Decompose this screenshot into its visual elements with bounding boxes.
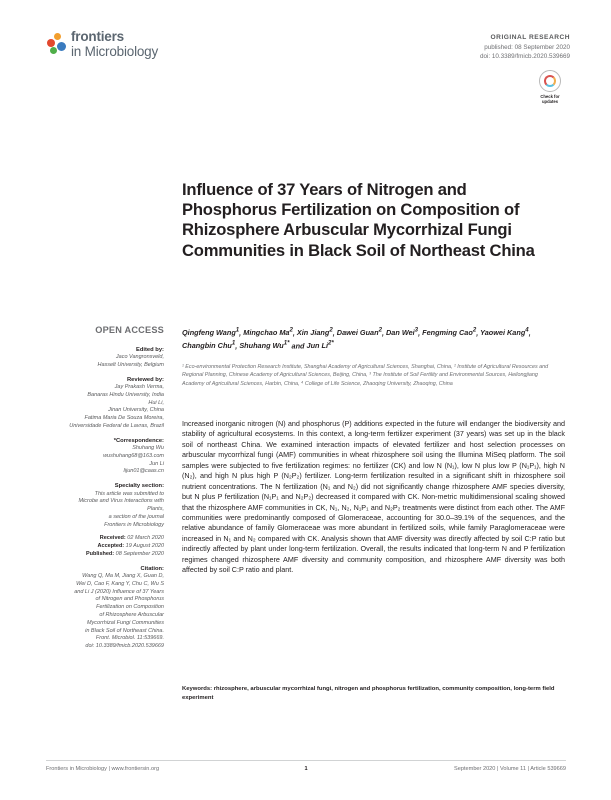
author[interactable]: Shuhang $Wu^{1*}$ bbox=[239, 339, 290, 350]
check-for-updates-badge[interactable] bbox=[535, 70, 565, 104]
article-type: ORIGINAL RESEARCH bbox=[490, 34, 570, 41]
specialty-line: This article was submitted to bbox=[94, 490, 164, 497]
published-date-sidebar: 08 September 2020 bbox=[115, 551, 164, 558]
journal-logo[interactable] bbox=[47, 30, 158, 58]
accepted-date: 19 August 2020 bbox=[125, 543, 164, 550]
article-title: Influence of 37 Years of Nitrogen and Phosphorus Fertilization on Composition of Rhizosphere Arbuscular Mycorrhizal Fungi Communities in Black Soil of Northeast China bbox=[182, 180, 535, 260]
specialty-line: Frontiers in Microbiology bbox=[104, 521, 164, 528]
author[interactable]: Dawei Guan$^2$ bbox=[336, 327, 382, 338]
accepted-label: Accepted: bbox=[97, 543, 125, 550]
sidebar bbox=[62, 324, 164, 651]
page-number: 1 bbox=[304, 766, 308, 772]
received-label: Received: bbox=[99, 535, 126, 542]
corresponding-email[interactable]: lijun01@caas.cn bbox=[123, 468, 164, 475]
check-updates-icon bbox=[539, 70, 561, 92]
published-label: Published: bbox=[86, 551, 115, 558]
article-dates bbox=[62, 535, 164, 558]
affiliations: ¹ Eco-environmental Protection Research Institute, Shanghai Academy of Agricultural Sciences, Shanghai, China, ² Institute of Agricultural Resources and Regional Planning, Chinese Academy of Agricultural Sciences, Beijing, China, ³ The Institute of Soil Fertility and Environmental Sources, Heilongjiang Academy of Agricultural Sciences, Harbin, China, ⁴ College of Life Science, Zhaoqing University, Zhaoqing, China bbox=[182, 364, 549, 387]
citation-line: Mycorrhizal Fungi Communities bbox=[86, 619, 164, 626]
received-date: 02 March 2020 bbox=[127, 535, 164, 542]
reviewer-line: Banaras Hindu University, India bbox=[87, 391, 164, 398]
logo-journal: in Microbiology bbox=[71, 43, 159, 59]
page-footer bbox=[46, 760, 566, 774]
published-date: published: 08 September 2020 bbox=[484, 43, 570, 51]
logo-brand: frontiers bbox=[71, 29, 124, 44]
author-list: Qingfeng Wang$^1$, Mingchao Ma$^2$, Xin Jiang$^2$, Dawei Guan$^2$, Dan Wei$^3$, Fengming Cao$^2$, Yaowei Kang$^4$, Changbin Chu$^1$, Shuhang $Wu^{1*}$ and Jun $Li^{2*}$ bbox=[182, 327, 531, 350]
author[interactable]: Changbin Chu$^1$ bbox=[182, 339, 236, 350]
accepted-row bbox=[62, 543, 164, 551]
reviewer-line: Fatima Maria De Souza Moreira, bbox=[84, 415, 164, 422]
published-row bbox=[62, 551, 164, 559]
author[interactable]: Dan Wei$^3$ bbox=[386, 327, 419, 338]
corresponding-email[interactable]: wushuhang68@163.com bbox=[103, 452, 164, 459]
editor-line: Hasselt University, Belgium bbox=[97, 362, 164, 369]
frontiers-logo-icon bbox=[47, 33, 67, 55]
correspondence-heading: *Correspondence: bbox=[113, 437, 164, 444]
citation-doi[interactable]: doi: 10.3389/fmicb.2020.539669 bbox=[85, 643, 164, 650]
corresponding-author: Shuhang Wu bbox=[132, 445, 164, 452]
corresponding-author: Jun Li bbox=[149, 460, 164, 467]
check-updates-label: Check for updates bbox=[540, 94, 560, 105]
reviewer-line: Hui Li, bbox=[148, 399, 164, 406]
specialty-heading: Specialty section: bbox=[114, 483, 164, 490]
author[interactable]: Mingchao Ma$^2$ bbox=[243, 327, 293, 338]
open-access-label: OPEN ACCESS bbox=[95, 325, 164, 335]
citation-line: of Rhizosphere Arbuscular bbox=[99, 612, 164, 619]
reviewed-by-heading: Reviewed by: bbox=[126, 376, 164, 383]
reviewer-line: Jinan University, China bbox=[108, 407, 164, 414]
keywords-list: rhizosphere, arbuscular mycorrhizal fungi, nitrogen and phosphorus fertilization, community composition, long-term field experiment bbox=[182, 686, 555, 701]
author[interactable]: Qingfeng Wang$^1$ bbox=[182, 327, 240, 338]
reviewer-line: Universidade Federal de Lavras, Brazil bbox=[69, 423, 164, 430]
keywords-label: Keywords: bbox=[182, 686, 213, 692]
edited-by-heading: Edited by: bbox=[135, 347, 164, 354]
article-meta bbox=[480, 33, 570, 61]
author[interactable]: Yaowei Kang$^4$ bbox=[480, 327, 529, 338]
author[interactable]: Fengming Cao$^2$ bbox=[422, 327, 477, 338]
citation-line: of Nitrogen and Phosphorus bbox=[95, 596, 164, 603]
specialty-line: Plants, bbox=[147, 506, 164, 513]
citation-line: Wei D, Cao F, Kang Y, Chu C, Wu S bbox=[76, 580, 164, 587]
footer-issue: September 2020 | Volume 11 | Article 539669 bbox=[454, 766, 566, 772]
reviewer-line: Jay Prakash Verma, bbox=[114, 384, 164, 391]
author[interactable]: Xin Jiang$^2$ bbox=[296, 327, 333, 338]
citation-line: and Li J (2020) Influence of 37 Years bbox=[74, 588, 164, 595]
author[interactable]: Jun $Li^{2*}$ bbox=[306, 339, 334, 350]
citation-line: Front. Microbiol. 11:539669. bbox=[95, 635, 164, 642]
citation-line: Fertilization on Composition bbox=[96, 604, 164, 611]
abstract: Increased inorganic nitrogen (N) and phosphorus (P) additions expected in the future will endanger the biodiversity and stability of agricultural ecosystems. In this context, a long-term fertilizer experiment (37 years) was set up in the black soil of northeast China. We examined interaction impacts of elevated fertilizer and host selection processes on arbuscular mycorrhizal fungi (AMF) communities in wheat rhizosphere soil using the Illumina MiSeq platform. The soil samples were subjected to five fertilization regimes: no fertilizer (CK) and low N (N₁), low N plus low P (N₁P₁), high N (N₂), and high N plus high P (N₂P₂) fertilizer. Long-term fertilization resulted in a significant shift in rhizosphere soil nutrient concentrations. The N fertilization (N₁ and N₂) did not significantly change rhizosphere AMF species diversity, but N plus P fertilization (N₁P₁ and N₂P₂) decreased it compared with CK. Non-metric multidimensional scaling showed that the rhizosphere AMF communities in CK, N₁, N₂, N₁P₁ and N₂P₂ treatments were distinct from each other. The AMF communities were predominantly composed of Glomeraceae, accounting for 30.0–39.1% of the sequences, and the relative abundance of family Glomeraceae was more abundant in fertilized soils, while family Paraglomeraceae were increased in N₁ and N₂ compared with CK. Analysis shown that AMF diversity was directly affected by soil C:P ratio but indirectly affected by plant under long-term fertilization. Overall, the results indicated that long-term N and P fertilization regimes changed rhizosphere AMF diversity and community composition, and rhizosphere AMF diversity was both affected by soil C:P ratio and plant. bbox=[182, 419, 565, 575]
editor-line: Jaco Vangronsveld, bbox=[115, 354, 164, 361]
received-row bbox=[62, 535, 164, 543]
citation-line: in Black Soil of Northeast China. bbox=[85, 627, 164, 634]
specialty-line: Microbe and Virus Interactions with bbox=[78, 498, 164, 505]
keywords bbox=[182, 685, 565, 703]
specialty-line: a section of the journal bbox=[108, 513, 164, 520]
citation-line: Wang Q, Ma M, Jiang X, Guan D, bbox=[82, 573, 164, 580]
citation-heading: Citation: bbox=[140, 565, 164, 572]
article-doi[interactable]: doi: 10.3389/fmicb.2020.539669 bbox=[480, 52, 570, 60]
footer-journal[interactable]: Frontiers in Microbiology | www.frontiersin.org bbox=[46, 766, 160, 772]
